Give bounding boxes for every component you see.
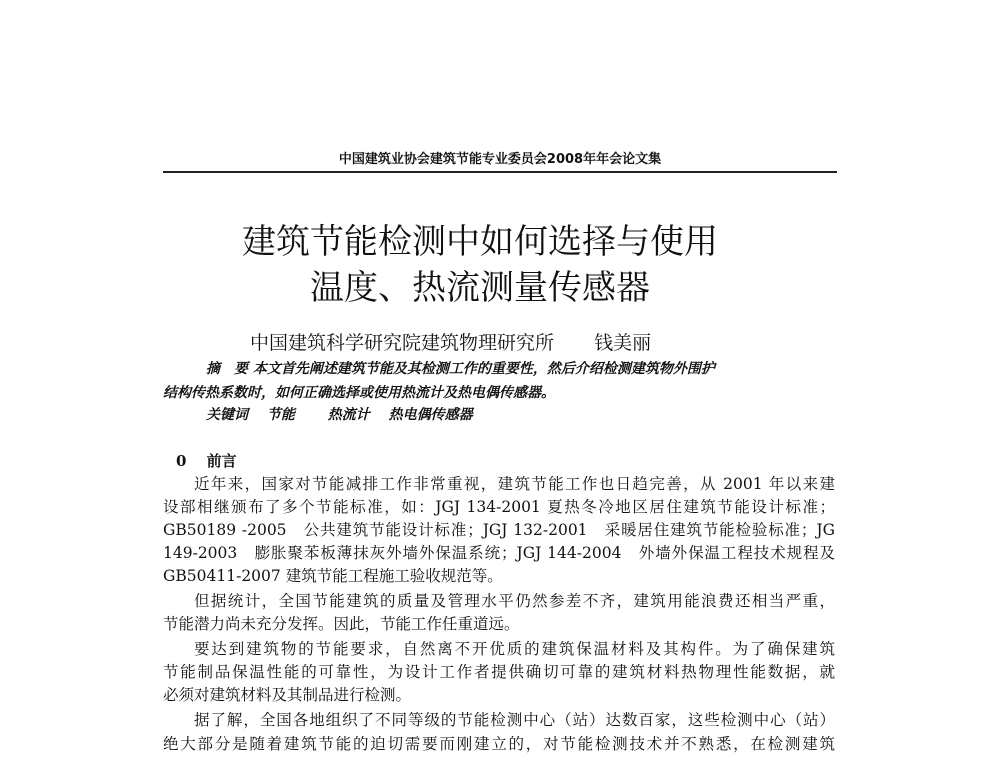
- author-line: [250, 328, 651, 355]
- keyword: 热流计: [327, 407, 370, 423]
- abstract-text-2: 结构传热系数时，如何正确选择或使用热流计及热电偶传感器。: [163, 385, 555, 401]
- body-line: 必须对建筑材料及其制品进行检测。: [163, 686, 412, 704]
- running-header: 中国建筑业协会建筑节能专业委员会2008年年会论文集: [338, 152, 662, 167]
- abstract-label: 摘 要: [206, 361, 248, 377]
- body-line: 绝大部分是随着建筑节能的迫切需要而刚建立的，对节能检测技术并不熟悉，在检测建筑: [163, 735, 835, 753]
- title-line-2: 温度、热流测量传感器: [310, 268, 650, 308]
- affiliation: 中国建筑科学研究院建筑物理研究所: [250, 332, 555, 354]
- keyword: 节能: [266, 407, 295, 423]
- body-line: 要达到建筑物的节能要求，自然离不开优质的建筑保温材料及其构件。为了确保建筑: [194, 640, 835, 658]
- body-line: GB50411-2007 建筑节能工程施工验收规范等。: [163, 567, 503, 585]
- section-heading: [176, 450, 237, 471]
- body-line: 近年来，国家对节能减排工作非常重视，建筑节能工作也日趋完善，从 2001 年以来建: [194, 475, 835, 493]
- body-line: 但据统计，全国节能建筑的质量及管理水平仍然参差不齐，建筑用能浪费还相当严重，: [194, 592, 835, 610]
- keyword: 热电偶传感器: [388, 407, 473, 423]
- body-line: 节能潜力尚未充分发挥。因此，节能工作任重道远。: [163, 615, 520, 633]
- body-line: 149-2003 膨胀聚苯板薄抹灰外墙外保温系统；JGJ 144-2004 外墙外保温工程技术规程及: [163, 544, 835, 562]
- body-line: GB50189 -2005 公共建筑节能设计标准；JGJ 132-2001 采暖居住建筑节能检验标准；JG: [163, 521, 835, 539]
- abstract-text-1: 本文首先阐述建筑节能及其检测工作的重要性，然后介绍检测建筑物外围护: [252, 361, 715, 377]
- keywords-line: [206, 404, 878, 424]
- abstract-line-1: [206, 358, 835, 378]
- body-line: 节能制品保温性能的可靠性，为设计工作者提供确切可靠的建筑材料热物理性能数据，就: [163, 663, 835, 681]
- section-title: 前言: [206, 452, 237, 470]
- body-line: 据了解，全国各地组织了不同等级的节能检测中心（站）达数百家，这些检测中心（站）: [194, 711, 835, 729]
- author-name: 钱美丽: [594, 332, 652, 354]
- title-line-1: 建筑节能检测中如何选择与使用: [242, 222, 718, 262]
- header-rule: [163, 171, 837, 173]
- body-line: 设部相继颁布了多个节能标准，如：JGJ 134-2001 夏热冬冷地区居住建筑节能设计标准；: [163, 498, 835, 516]
- keywords-label: 关键词: [206, 407, 248, 423]
- section-number: 0: [176, 452, 187, 470]
